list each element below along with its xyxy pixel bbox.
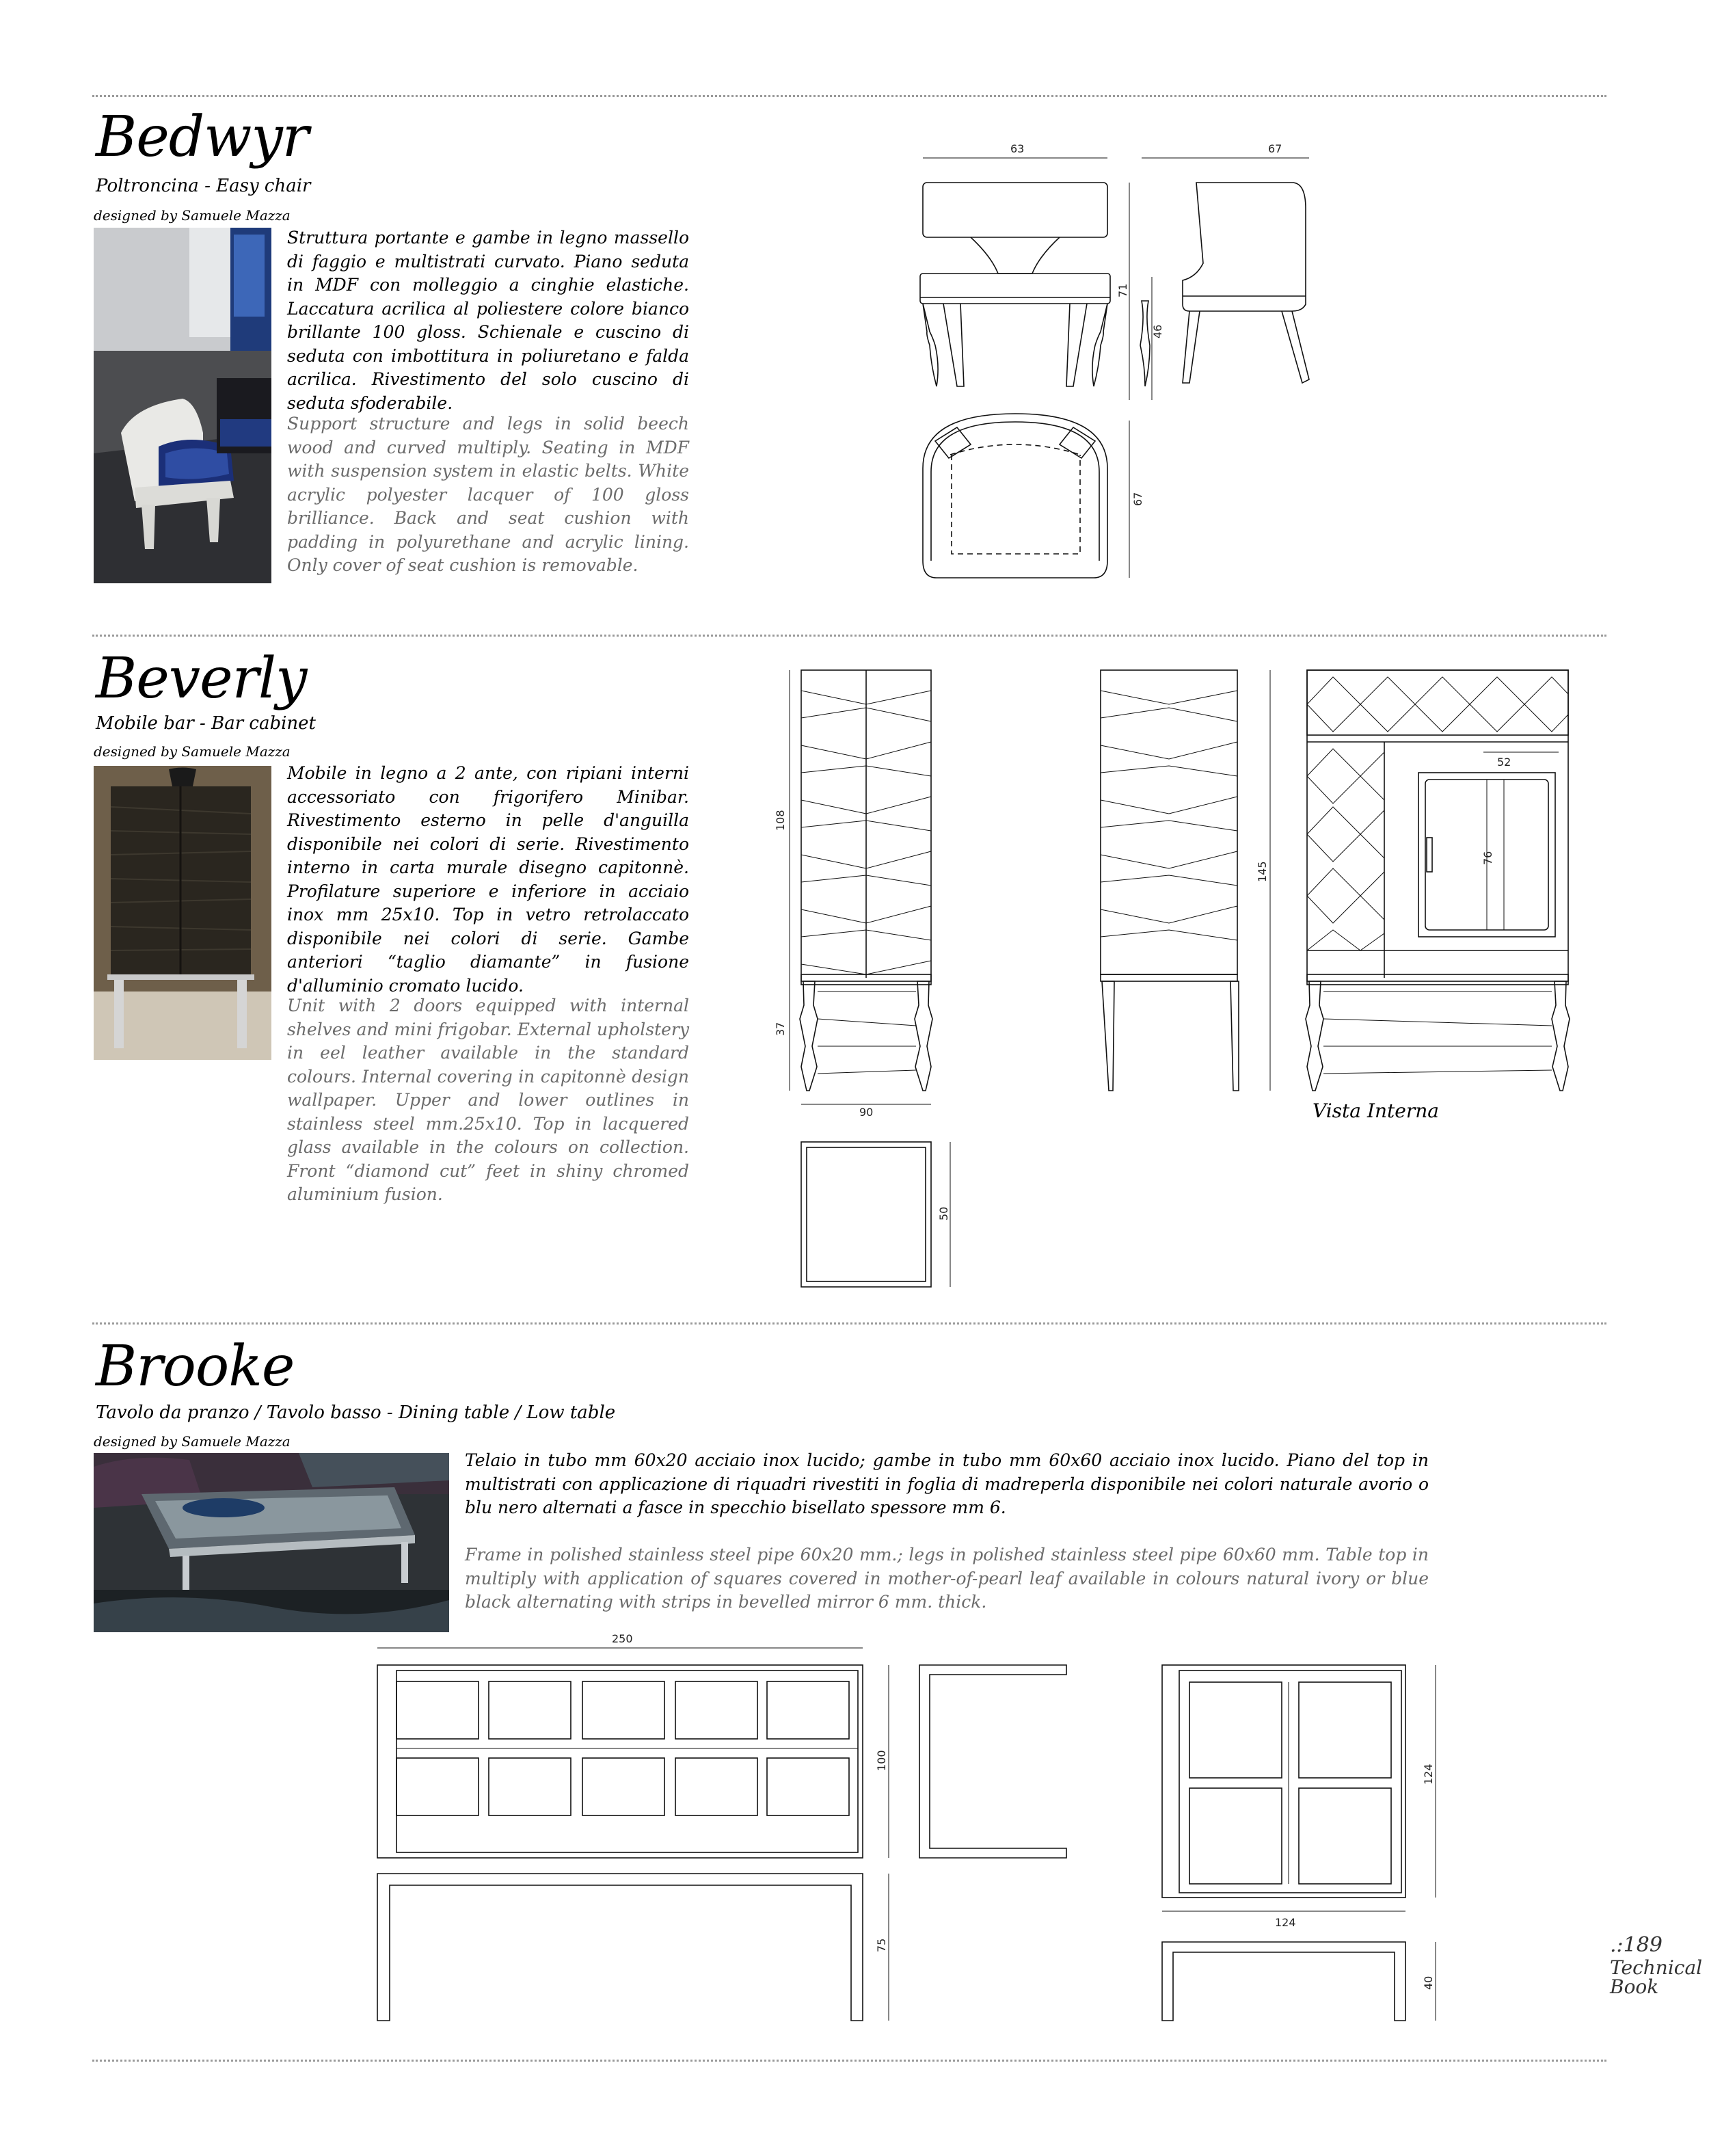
product-title: Bedwyr bbox=[96, 105, 308, 170]
dimension-label: 100 bbox=[875, 1750, 888, 1771]
beverly-technical-drawing bbox=[752, 663, 1572, 1292]
designer-credit: designed by Samuele Mazza bbox=[94, 1433, 291, 1450]
product-title: Beverly bbox=[96, 646, 307, 711]
product-subtitle: Tavolo da pranzo / Tavolo basso - Dining table / Low table bbox=[96, 1402, 616, 1423]
dimension-label: 67 bbox=[1131, 492, 1144, 506]
product-subtitle: Mobile bar - Bar cabinet bbox=[96, 713, 316, 734]
beverly-photo bbox=[94, 766, 271, 1060]
dimension-label: 145 bbox=[1256, 861, 1269, 882]
description-it: Telaio in tubo mm 60x20 acciaio inox lucido; gambe in tubo mm 60x60 acciaio inox lucido. Piano del top in multistrati con applicazione di riquadri rivestiti in foglia di madreperla disponibile nei colori naturale avorio o blu nero alternati a fasce in specchio bisellato spessore mm 6. bbox=[465, 1450, 1429, 1517]
folio-label: Book bbox=[1610, 1975, 1659, 1998]
dimension-label: 67 bbox=[1268, 142, 1282, 155]
product-subtitle: Poltroncina - Easy chair bbox=[96, 176, 311, 196]
dimension-label: 40 bbox=[1422, 1975, 1435, 1990]
description-en-text: Unit with 2 doors equipped with internal shelves and mini frigobar. External upholstery in eel leather available in the standard colours. Internal covering in capitonnè design wallpaper. Upper and lower outlines in stainless steel mm.25x10. Top in lacquered glass available in the colours on collection. Front “diamond cut” feet in shiny chromed aluminium fusion. bbox=[287, 996, 689, 1204]
brooke-technical-drawing bbox=[369, 1631, 1449, 2041]
dimension-label: 75 bbox=[875, 1938, 888, 1952]
dimension-label: 76 bbox=[1481, 851, 1494, 865]
description-it: Struttura portante e gambe in legno massello di faggio e multistrati curvato. Piano seduta in MDF con molleggio a cinghie elastiche. Laccatura acrilica al poliestere colore bianco brillante 100 gloss. Schienale e cuscino di seduta con imbottitura in poliuretano e falda acrilica. Rivestimento del solo cuscino di seduta sfoderabile. bbox=[287, 228, 689, 413]
description-en: Support structure and legs in solid beech wood and curved multiply. Seating in MDF with suspension system in elastic belts. White acrylic polyester lacquer of 100 gloss brilliance. Back and seat cushion with padding in polyurethane and acrylic lining. Only cover of seat cushion is removable. bbox=[287, 414, 689, 575]
page-number: .:189 bbox=[1610, 1933, 1663, 1957]
dimension-label: 37 bbox=[774, 1022, 787, 1036]
dimension-label: 124 bbox=[1275, 1916, 1296, 1929]
dimension-label: 63 bbox=[1010, 142, 1025, 155]
dimension-label: 50 bbox=[937, 1206, 950, 1221]
dimension-label: 46 bbox=[1151, 324, 1164, 338]
dimension-label: 124 bbox=[1422, 1764, 1435, 1785]
dimension-label: 52 bbox=[1497, 756, 1511, 769]
section-divider bbox=[92, 2060, 1606, 2062]
description-it: Mobile in legno a 2 ante, con ripiani interni accessoriato con frigorifero Minibar. Rivestimento esterno in pelle d'anguilla disponibile nei colori di serie. Rivestimento interno in carta murale disegno capitonnè. Profilature superiore e inferiore in acciaio inox mm 25x10. Top in vetro retrolaccato disponibile nei colori di serie. Gambe anteriori “taglio diamante” in fusione d'alluminio cromato lucido. bbox=[287, 763, 689, 996]
section-divider bbox=[92, 1322, 1606, 1325]
brooke-photo bbox=[94, 1453, 449, 1632]
description-en bbox=[287, 994, 689, 1207]
bedwyr-photo bbox=[94, 228, 271, 583]
section-divider bbox=[92, 95, 1606, 97]
section-divider bbox=[92, 635, 1606, 637]
dimension-label: 90 bbox=[859, 1106, 874, 1119]
interior-view-label: Vista Interna bbox=[1313, 1100, 1439, 1122]
product-title: Brooke bbox=[96, 1334, 295, 1399]
bedwyr-technical-drawing bbox=[909, 140, 1282, 626]
dimension-label: 71 bbox=[1116, 283, 1129, 297]
designer-credit: designed by Samuele Mazza bbox=[94, 743, 291, 760]
folio-label: Technical bbox=[1610, 1956, 1703, 1979]
dimension-label: 108 bbox=[774, 810, 787, 831]
designer-credit: designed by Samuele Mazza bbox=[94, 207, 291, 224]
dimension-label: 250 bbox=[612, 1632, 633, 1645]
description-en: Frame in polished stainless steel pipe 60x20 mm.; legs in polished stainless steel pipe 60x60 mm. Table top in multiply with application of squares covered in mother-of-pearl leaf available in colours natural ivory or blue black alternating with strips in bevelled mirror 6 mm. thick. bbox=[465, 1545, 1429, 1612]
